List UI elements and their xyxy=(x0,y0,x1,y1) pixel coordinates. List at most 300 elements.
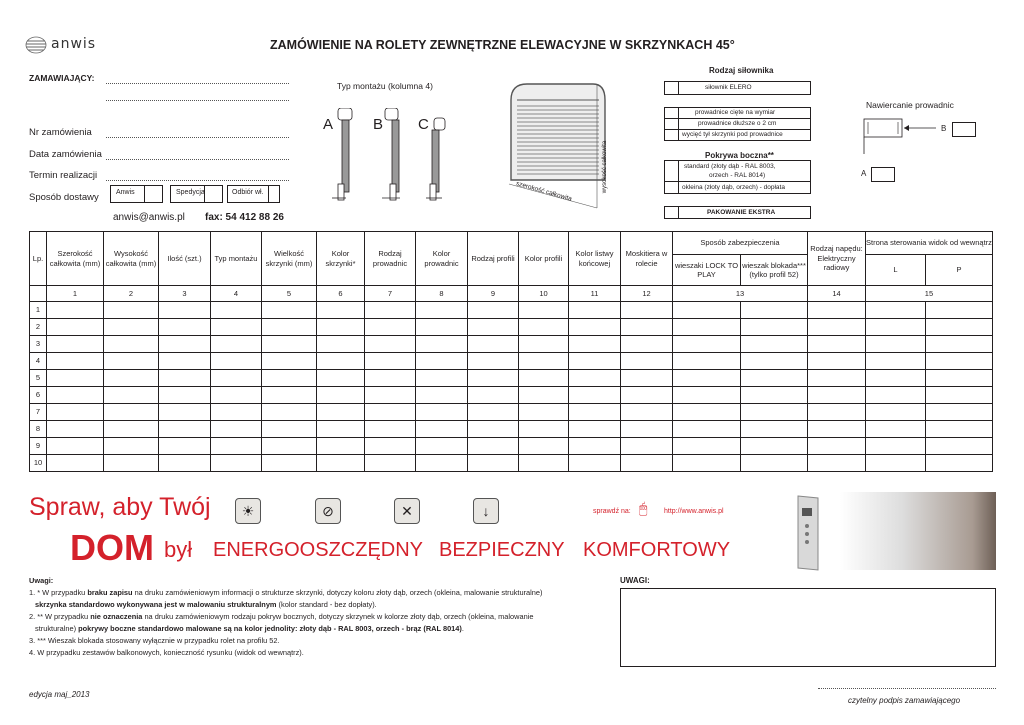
table-cell[interactable] xyxy=(104,421,159,438)
comfort-icon: ↓ xyxy=(473,498,499,524)
table-cell[interactable] xyxy=(621,353,673,370)
side-cover-okleina[interactable] xyxy=(665,182,810,193)
table-cell[interactable] xyxy=(808,319,866,336)
table-cell[interactable] xyxy=(673,370,741,387)
actuator-elero-row[interactable] xyxy=(664,81,811,95)
table-cell[interactable] xyxy=(159,404,211,421)
table-cell[interactable] xyxy=(159,302,211,319)
table-cell[interactable] xyxy=(159,421,211,438)
note-2-line-1 xyxy=(29,611,533,623)
table-cell[interactable] xyxy=(808,455,866,472)
table-cell[interactable] xyxy=(211,438,262,455)
rail-option-3-label: wycięć tył skrzynki pod prowadnice xyxy=(682,131,783,138)
column-number: 14 xyxy=(808,286,866,302)
table-cell[interactable] xyxy=(211,370,262,387)
table-cell[interactable] xyxy=(673,336,741,353)
table-cell[interactable] xyxy=(468,438,519,455)
table-cell[interactable] xyxy=(519,455,569,472)
blind-width-label: szerokość całkowita xyxy=(515,180,573,203)
table-cell[interactable] xyxy=(47,387,104,404)
delivery-label: Sposób dostawy xyxy=(29,192,99,203)
header-lp: Lp. xyxy=(30,232,47,286)
header-lock-to-play: wieszaki LOCK TO PLAY xyxy=(673,255,741,286)
table-cell[interactable] xyxy=(47,370,104,387)
table-cell[interactable] xyxy=(621,302,673,319)
promo-line-1: Spraw, aby Twój xyxy=(29,493,211,521)
table-cell[interactable] xyxy=(104,404,159,421)
table-cell[interactable] xyxy=(468,387,519,404)
table-cell[interactable] xyxy=(317,319,365,336)
delivery-anwis-label: Anwis xyxy=(116,189,135,196)
note-2b-pre: strukturalne) xyxy=(35,624,79,633)
table-cell[interactable] xyxy=(866,302,926,319)
column-number: 12 xyxy=(621,286,673,302)
column-number: 4 xyxy=(211,286,262,302)
table-cell[interactable] xyxy=(47,421,104,438)
delivery-anwis-option[interactable] xyxy=(110,185,163,203)
note-2-post: na druku zamówieniowym rodzaju pokryw bocznych, dotyczy skrzynek w kolorze złoty dąb, orzech (okleina, malowanie xyxy=(142,612,534,621)
table-cell[interactable] xyxy=(621,336,673,353)
table-cell[interactable] xyxy=(741,421,808,438)
table-cell[interactable] xyxy=(926,302,993,319)
table-cell[interactable] xyxy=(926,455,993,472)
table-cell[interactable] xyxy=(673,302,741,319)
blind-drawing xyxy=(505,80,625,210)
table-cell[interactable] xyxy=(926,370,993,387)
table-cell[interactable] xyxy=(365,336,416,353)
table-cell[interactable] xyxy=(569,438,621,455)
column-number: 9 xyxy=(468,286,519,302)
table-cell[interactable] xyxy=(673,421,741,438)
row-number: 1 xyxy=(30,302,47,319)
rail-option-2[interactable] xyxy=(665,119,810,130)
table-cell[interactable] xyxy=(926,421,993,438)
winding-a-field[interactable] xyxy=(871,167,895,182)
rail-option-1[interactable] xyxy=(665,108,810,119)
header-width: Szerokość całkowita (mm) xyxy=(47,232,104,286)
table-cell[interactable] xyxy=(673,404,741,421)
deadline-field[interactable] xyxy=(106,180,289,181)
packing-extra-row[interactable] xyxy=(664,206,811,219)
table-cell[interactable] xyxy=(104,370,159,387)
table-cell[interactable] xyxy=(104,387,159,404)
table-cell[interactable] xyxy=(159,353,211,370)
table-cell[interactable] xyxy=(519,336,569,353)
order-date-field[interactable] xyxy=(106,159,289,160)
remote-control-icon xyxy=(788,494,828,572)
table-cell[interactable] xyxy=(741,302,808,319)
side-cover-standard-label-1: standard (złoty dąb - RAL 8003, xyxy=(684,163,776,170)
table-cell[interactable] xyxy=(159,319,211,336)
blind-height-label: wysokość całkowita xyxy=(602,140,608,194)
table-cell[interactable] xyxy=(673,387,741,404)
table-cell[interactable] xyxy=(211,319,262,336)
table-cell[interactable] xyxy=(808,353,866,370)
winding-diagram xyxy=(858,114,978,186)
table-cell[interactable] xyxy=(317,336,365,353)
table-cell[interactable] xyxy=(211,387,262,404)
table-cell[interactable] xyxy=(47,302,104,319)
delivery-odbior-option[interactable] xyxy=(227,185,280,203)
table-cell[interactable] xyxy=(317,404,365,421)
table-row xyxy=(30,438,993,455)
table-cell[interactable] xyxy=(569,302,621,319)
header-profile-color: Kolor profili xyxy=(519,232,569,286)
table-cell[interactable] xyxy=(519,353,569,370)
note-1b-bold: skrzynka standardowo wykonywana jest w malowaniu strukturalnym xyxy=(35,600,277,609)
winding-a-letter: A xyxy=(861,169,867,178)
table-cell[interactable] xyxy=(866,404,926,421)
table-row xyxy=(30,336,993,353)
security-icon: ⊘ xyxy=(315,498,341,524)
mosquito-icon: ✕ xyxy=(394,498,420,524)
mount-c-letter: C xyxy=(418,116,429,133)
table-cell[interactable] xyxy=(159,438,211,455)
table-cell[interactable] xyxy=(808,302,866,319)
table-cell[interactable] xyxy=(211,336,262,353)
table-cell[interactable] xyxy=(416,421,468,438)
table-cell[interactable] xyxy=(468,336,519,353)
table-row xyxy=(30,404,993,421)
table-cell[interactable] xyxy=(926,404,993,421)
table-cell[interactable] xyxy=(808,370,866,387)
table-cell[interactable] xyxy=(741,404,808,421)
column-number: 1 xyxy=(47,286,104,302)
packing-extra-label: PAKOWANIE EKSTRA xyxy=(707,209,776,216)
header-box-color: Kolor skrzynki* xyxy=(317,232,365,286)
table-cell[interactable] xyxy=(866,336,926,353)
header-control-side: Strona sterowania widok od wewnątrz xyxy=(866,232,993,255)
table-cell[interactable] xyxy=(468,319,519,336)
table-cell[interactable] xyxy=(416,319,468,336)
table-cell[interactable] xyxy=(926,438,993,455)
email-text: anwis@anwis.pl xyxy=(113,212,185,223)
mount-type-label: Typ montażu (kolumna 4) xyxy=(337,81,433,91)
motor-photo xyxy=(840,492,996,570)
table-cell[interactable] xyxy=(416,438,468,455)
table-cell[interactable] xyxy=(468,370,519,387)
table-cell[interactable] xyxy=(741,319,808,336)
table-cell[interactable] xyxy=(262,455,317,472)
table-cell[interactable] xyxy=(262,319,317,336)
mount-type-diagrams xyxy=(322,108,452,206)
header-height: Wysokość całkowita (mm) xyxy=(104,232,159,286)
order-number-field[interactable] xyxy=(106,137,289,138)
table-cell[interactable] xyxy=(673,455,741,472)
table-cell[interactable] xyxy=(365,370,416,387)
table-cell[interactable] xyxy=(262,404,317,421)
orderer-label: ZAMAWIAJĄCY: xyxy=(29,73,95,83)
rail-option-3[interactable] xyxy=(665,130,810,140)
note-1-pre: 1. * W przypadku xyxy=(29,588,88,597)
table-cell[interactable] xyxy=(569,404,621,421)
table-cell[interactable] xyxy=(104,319,159,336)
note-4: 4. W przypadku zestawów balkonowych, konieczność rysunku (widok od wewnątrz). xyxy=(29,648,304,657)
row-number: 2 xyxy=(30,319,47,336)
table-cell[interactable] xyxy=(365,455,416,472)
table-cell[interactable] xyxy=(211,421,262,438)
table-cell[interactable] xyxy=(569,455,621,472)
note-1-line-1 xyxy=(29,587,542,599)
delivery-options xyxy=(110,185,280,203)
table-cell[interactable] xyxy=(416,353,468,370)
rail-option-1-label: prowadnice cięte na wymiar xyxy=(695,109,776,116)
table-cell[interactable] xyxy=(211,353,262,370)
orderer-line-2[interactable] xyxy=(106,100,289,101)
table-cell[interactable] xyxy=(519,421,569,438)
table-cell[interactable] xyxy=(621,387,673,404)
table-cell[interactable] xyxy=(519,302,569,319)
table-cell[interactable] xyxy=(47,319,104,336)
table-cell[interactable] xyxy=(365,421,416,438)
table-cell[interactable] xyxy=(621,438,673,455)
table-cell[interactable] xyxy=(365,319,416,336)
table-cell[interactable] xyxy=(866,387,926,404)
orderer-line-1[interactable] xyxy=(106,83,289,84)
promo-dom: DOM xyxy=(70,527,154,568)
table-cell[interactable] xyxy=(211,404,262,421)
row-number: 7 xyxy=(30,404,47,421)
row-number: 5 xyxy=(30,370,47,387)
table-cell[interactable] xyxy=(468,404,519,421)
table-cell[interactable] xyxy=(262,438,317,455)
promo-secure: BEZPIECZNY xyxy=(439,539,565,561)
delivery-odbior-label: Odbiór wł. xyxy=(232,189,264,196)
table-cell[interactable] xyxy=(159,370,211,387)
table-cell[interactable] xyxy=(621,404,673,421)
table-cell[interactable] xyxy=(808,336,866,353)
table-cell[interactable] xyxy=(47,353,104,370)
note-3: 3. *** Wieszak blokada stosowany wyłącznie w przypadku rolet na profilu 52. xyxy=(29,636,280,645)
table-cell[interactable] xyxy=(416,336,468,353)
table-cell[interactable] xyxy=(317,387,365,404)
table-cell[interactable] xyxy=(926,336,993,353)
table-row xyxy=(30,370,993,387)
table-cell[interactable] xyxy=(104,353,159,370)
table-cell[interactable] xyxy=(262,370,317,387)
table-cell[interactable] xyxy=(262,353,317,370)
table-cell[interactable] xyxy=(416,387,468,404)
table-cell[interactable] xyxy=(741,353,808,370)
table-cell[interactable] xyxy=(365,387,416,404)
table-cell[interactable] xyxy=(47,455,104,472)
delivery-anwis-checkbox[interactable] xyxy=(144,185,164,203)
table-cell[interactable] xyxy=(104,302,159,319)
table-row xyxy=(30,353,993,370)
actuator-elero-checkbox[interactable] xyxy=(665,82,679,94)
column-numbers-row xyxy=(30,286,993,302)
note-2b-bold: pokrywy boczne standardowo malowane są na kolor jednolity: złoty dąb - RAL 8003, orzech - brąz (RAL 8014) xyxy=(78,624,462,633)
packing-extra-checkbox[interactable] xyxy=(665,207,679,218)
note-1-post: na druku zamówieniowym informacji o strukturze skrzynki, dotyczy koloru złoty dąb, orzech (okleina, malowanie strukturalne) xyxy=(132,588,543,597)
table-cell[interactable] xyxy=(47,336,104,353)
delivery-spedycja-checkbox[interactable] xyxy=(204,185,224,203)
table-cell[interactable] xyxy=(519,404,569,421)
table-cell[interactable] xyxy=(317,438,365,455)
table-cell[interactable] xyxy=(866,455,926,472)
remarks-title: UWAGI: xyxy=(620,576,650,585)
energy-icon: ☀ xyxy=(235,498,261,524)
table-cell[interactable] xyxy=(416,302,468,319)
row-number: 3 xyxy=(30,336,47,353)
column-number: 7 xyxy=(365,286,416,302)
table-cell[interactable] xyxy=(262,336,317,353)
header-box-size: Wielkość skrzynki (mm) xyxy=(262,232,317,286)
table-cell[interactable] xyxy=(866,319,926,336)
table-cell[interactable] xyxy=(569,353,621,370)
table-cell[interactable] xyxy=(47,404,104,421)
table-cell[interactable] xyxy=(104,336,159,353)
note-1-line-2 xyxy=(35,599,377,611)
table-cell[interactable] xyxy=(211,302,262,319)
header-drive: Rodzaj napędu: Elektryczny radiowy xyxy=(808,232,866,286)
column-number: 8 xyxy=(416,286,468,302)
table-cell[interactable] xyxy=(317,302,365,319)
table-cell[interactable] xyxy=(569,319,621,336)
table-cell[interactable] xyxy=(569,370,621,387)
column-number: 11 xyxy=(569,286,621,302)
header-lock-hanger: wieszak blokada*** (tylko profil 52) xyxy=(741,255,808,286)
table-cell[interactable] xyxy=(159,336,211,353)
table-cell[interactable] xyxy=(519,319,569,336)
table-cell[interactable] xyxy=(866,421,926,438)
table-cell[interactable] xyxy=(468,353,519,370)
column-number: 10 xyxy=(519,286,569,302)
order-date-label: Data zamówienia xyxy=(29,149,102,160)
table-cell[interactable] xyxy=(468,302,519,319)
table-cell[interactable] xyxy=(317,353,365,370)
header-side-l: L xyxy=(866,255,926,286)
table-cell[interactable] xyxy=(159,387,211,404)
column-number: 15 xyxy=(866,286,993,302)
table-cell[interactable] xyxy=(519,387,569,404)
header-profile-type: Rodzaj profili xyxy=(468,232,519,286)
table-cell[interactable] xyxy=(365,302,416,319)
table-cell[interactable] xyxy=(741,370,808,387)
header-mosquito-net: Moskitiera w rolecie xyxy=(621,232,673,286)
remote-control-image xyxy=(788,494,828,572)
table-cell[interactable] xyxy=(519,370,569,387)
table-cell[interactable] xyxy=(365,404,416,421)
row-number: 4 xyxy=(30,353,47,370)
table-cell[interactable] xyxy=(416,404,468,421)
column-number: 5 xyxy=(262,286,317,302)
side-cover-title: Pokrywa boczna** xyxy=(705,151,774,160)
row-number: 8 xyxy=(30,421,47,438)
table-cell[interactable] xyxy=(741,455,808,472)
side-cover-okleina-label: okleina (złoty dąb, orzech) - dopłata xyxy=(682,184,785,191)
table-row xyxy=(30,387,993,404)
table-cell[interactable] xyxy=(47,438,104,455)
table-cell[interactable] xyxy=(741,387,808,404)
side-cover-standard[interactable] xyxy=(665,161,810,182)
promo-comfort: KOMFORTOWY xyxy=(583,539,731,561)
side-cover-standard-label-2: orzech - RAL 8014) xyxy=(709,172,766,179)
table-cell[interactable] xyxy=(104,455,159,472)
table-cell[interactable] xyxy=(808,438,866,455)
row-number: 10 xyxy=(30,455,47,472)
order-number-label: Nr zamówienia xyxy=(29,127,92,138)
logo xyxy=(25,36,110,56)
table-cell[interactable] xyxy=(416,370,468,387)
table-cell[interactable] xyxy=(468,455,519,472)
table-cell[interactable] xyxy=(926,319,993,336)
table-cell[interactable] xyxy=(569,387,621,404)
winding-b-field[interactable] xyxy=(952,122,976,137)
table-cell[interactable] xyxy=(569,336,621,353)
table-cell[interactable] xyxy=(159,455,211,472)
table-cell[interactable] xyxy=(211,455,262,472)
table-cell[interactable] xyxy=(365,438,416,455)
header-end-bar-color: Kolor listwy końcowej xyxy=(569,232,621,286)
table-cell[interactable] xyxy=(808,387,866,404)
winding-title: Nawiercanie prowadnic xyxy=(866,100,954,110)
table-cell[interactable] xyxy=(317,455,365,472)
promo-energy: ENERGOOSZCZĘDNY xyxy=(213,539,424,561)
table-cell[interactable] xyxy=(808,421,866,438)
signature-line[interactable] xyxy=(818,688,996,689)
table-cell[interactable] xyxy=(365,353,416,370)
table-cell[interactable] xyxy=(569,421,621,438)
table-cell[interactable] xyxy=(416,455,468,472)
delivery-spedycja-option[interactable] xyxy=(170,185,223,203)
order-table xyxy=(29,231,993,472)
table-cell[interactable] xyxy=(317,370,365,387)
promo-byl: był xyxy=(164,537,193,562)
table-cell[interactable] xyxy=(262,387,317,404)
table-cell[interactable] xyxy=(673,438,741,455)
table-cell[interactable] xyxy=(866,438,926,455)
delivery-odbior-checkbox[interactable] xyxy=(268,185,281,203)
page-title: ZAMÓWIENIE NA ROLETY ZEWNĘTRZNE ELEWACYJNE W SKRZYNKACH 45° xyxy=(270,38,735,52)
table-cell[interactable] xyxy=(673,319,741,336)
table-cell[interactable] xyxy=(673,353,741,370)
rail-options xyxy=(664,107,811,141)
table-cell[interactable] xyxy=(621,370,673,387)
delivery-spedycja-label: Spedycja xyxy=(176,189,205,196)
table-cell[interactable] xyxy=(926,387,993,404)
column-number: 3 xyxy=(159,286,211,302)
actuator-title: Rodzaj siłownika xyxy=(709,66,774,75)
table-cell[interactable] xyxy=(866,370,926,387)
table-cell[interactable] xyxy=(621,455,673,472)
table-cell[interactable] xyxy=(621,319,673,336)
table-cell[interactable] xyxy=(519,438,569,455)
table-cell[interactable] xyxy=(741,438,808,455)
note-2-bold: nie oznaczenia xyxy=(90,612,143,621)
side-cover-options xyxy=(664,160,811,194)
table-cell[interactable] xyxy=(926,353,993,370)
anwis-logo-icon xyxy=(25,36,47,54)
remarks-box[interactable] xyxy=(620,588,996,667)
table-row xyxy=(30,455,993,472)
winding-b-letter: B xyxy=(941,124,947,133)
notes-title: Uwagi: xyxy=(29,576,54,585)
table-cell[interactable] xyxy=(317,421,365,438)
table-cell[interactable] xyxy=(468,421,519,438)
table-cell[interactable] xyxy=(866,353,926,370)
table-cell[interactable] xyxy=(741,336,808,353)
table-cell[interactable] xyxy=(104,438,159,455)
edition-text: edycja maj_2013 xyxy=(29,690,90,699)
table-cell[interactable] xyxy=(808,404,866,421)
table-cell[interactable] xyxy=(621,421,673,438)
promo-url[interactable]: http://www.anwis.pl xyxy=(664,508,724,515)
table-cell[interactable] xyxy=(262,302,317,319)
table-row xyxy=(30,302,993,319)
mount-b-letter: B xyxy=(373,116,384,133)
table-cell[interactable] xyxy=(262,421,317,438)
